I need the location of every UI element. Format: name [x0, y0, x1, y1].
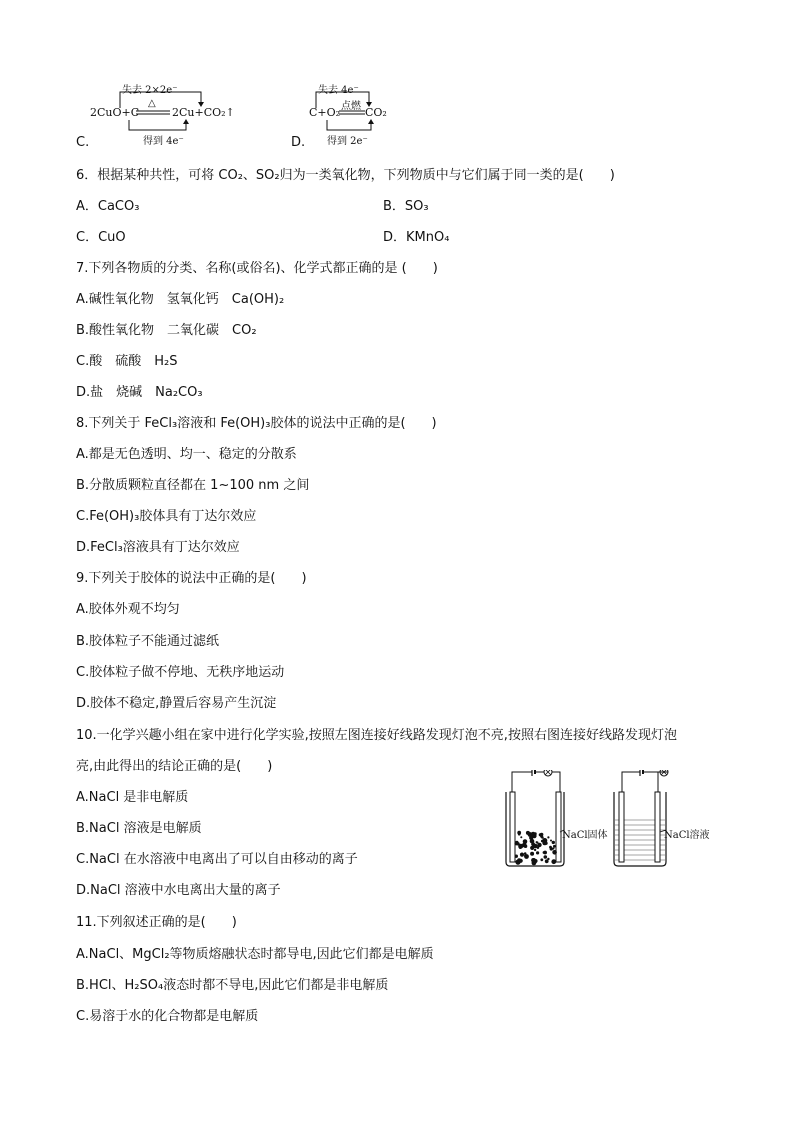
q10-circuit-figure: [500, 770, 730, 870]
q8-option-b: B.分散质颗粒直径都在 1~100 nm 之间: [76, 478, 310, 493]
q6-stem: 6．根据某种共性，可将 CO₂、SO₂归为一类氧化物，下列物质中与它们属于同一类的是( ): [76, 168, 615, 183]
q11-stem: 11.下列叙述正确的是( ): [76, 915, 237, 930]
q10-option-a: A.NaCl 是非电解质: [76, 790, 189, 805]
q9-option-d: D.胶体不稳定,静置后容易产生沉淀: [76, 696, 277, 711]
q9-option-b: B.胶体粒子不能通过滤纸: [76, 634, 220, 649]
q10-stem-line2: 亮,由此得出的结论正确的是( ): [76, 759, 273, 774]
q8-option-a: A.都是无色透明、均一、稳定的分散系: [76, 447, 297, 462]
option-c-gain: 得到 4e⁻: [143, 136, 184, 147]
q9-option-c: C.胶体粒子做不停地、无秩序地运动: [76, 665, 285, 680]
q10-option-c: C.NaCl 在水溶液中电离出了可以自由移动的离子: [76, 852, 358, 867]
q10-stem-line1: 10.一化学兴趣小组在家中进行化学实验,按照左图连接好线路发现灯泡不亮,按照右图连接好线路发现灯泡: [76, 728, 677, 743]
q9-option-a: A.胶体外观不均匀: [76, 602, 180, 617]
q11-option-a: A.NaCl、MgCl₂等物质熔融状态时都导电,因此它们都是电解质: [76, 947, 434, 962]
conductivity-apparatus-drawing: [500, 770, 730, 870]
option-c-lose: 失去 2×2e⁻: [122, 85, 178, 96]
q10-option-b: B.NaCl 溶液是电解质: [76, 821, 202, 836]
q6-option-b: B．SO₃: [383, 199, 429, 214]
option-c-lhs: 2CuO+C: [90, 106, 140, 119]
q8-option-c: C.Fe(OH)₃胶体具有丁达尔效应: [76, 509, 257, 524]
q8-stem: 8.下列关于 FeCl₃溶液和 Fe(OH)₃胶体的说法中正确的是( ): [76, 416, 437, 431]
q7-stem: 7.下列各物质的分类、名称(或俗名)、化学式都正确的是 ( ): [76, 261, 438, 276]
q11-option-b: B.HCl、H₂SO₄液态时都不导电,因此它们都是非电解质: [76, 978, 389, 993]
option-c-condition: △: [148, 98, 156, 109]
right-beaker-nacl-solution: [614, 770, 668, 866]
option-d-gain: 得到 2e⁻: [327, 136, 368, 147]
option-d-lose: 失去 4e⁻: [318, 85, 359, 96]
right-beaker-label: NaCl溶液: [664, 830, 710, 841]
q10-option-d: D.NaCl 溶液中水电离出大量的离子: [76, 883, 281, 898]
option-c-equation: [76, 80, 256, 152]
option-d-label: D.: [291, 135, 306, 150]
q8-option-d: D.FeCl₃溶液具有丁达尔效应: [76, 540, 240, 555]
q11-option-c: C.易溶于水的化合物都是电解质: [76, 1009, 259, 1024]
q7-option-c: C.酸 硫酸 H₂S: [76, 354, 178, 369]
option-d-equation: [291, 80, 431, 152]
left-beaker-label: NaCl固体: [562, 830, 608, 841]
option-c-label: C.: [76, 135, 90, 150]
q7-option-b: B.酸性氧化物 二氧化碳 CO₂: [76, 323, 257, 338]
option-c-rhs: 2Cu+CO₂↑: [172, 106, 235, 119]
q7-option-d: D.盐 烧碱 Na₂CO₃: [76, 385, 203, 400]
q6-option-d: D．KMnO₄: [383, 230, 450, 245]
option-d-condition: 点燃: [341, 101, 361, 112]
left-beaker-solid-nacl: [506, 770, 564, 866]
q6-option-a: A．CaCO₃: [76, 199, 140, 214]
q6-option-c: C．CuO: [76, 230, 126, 245]
q9-stem: 9.下列关于胶体的说法中正确的是( ): [76, 571, 307, 586]
option-d-rhs: CO₂: [365, 106, 387, 119]
q7-option-a: A.碱性氧化物 氢氧化钙 Ca(OH)₂: [76, 292, 285, 307]
option-d-lhs: C+O₂: [309, 106, 341, 119]
